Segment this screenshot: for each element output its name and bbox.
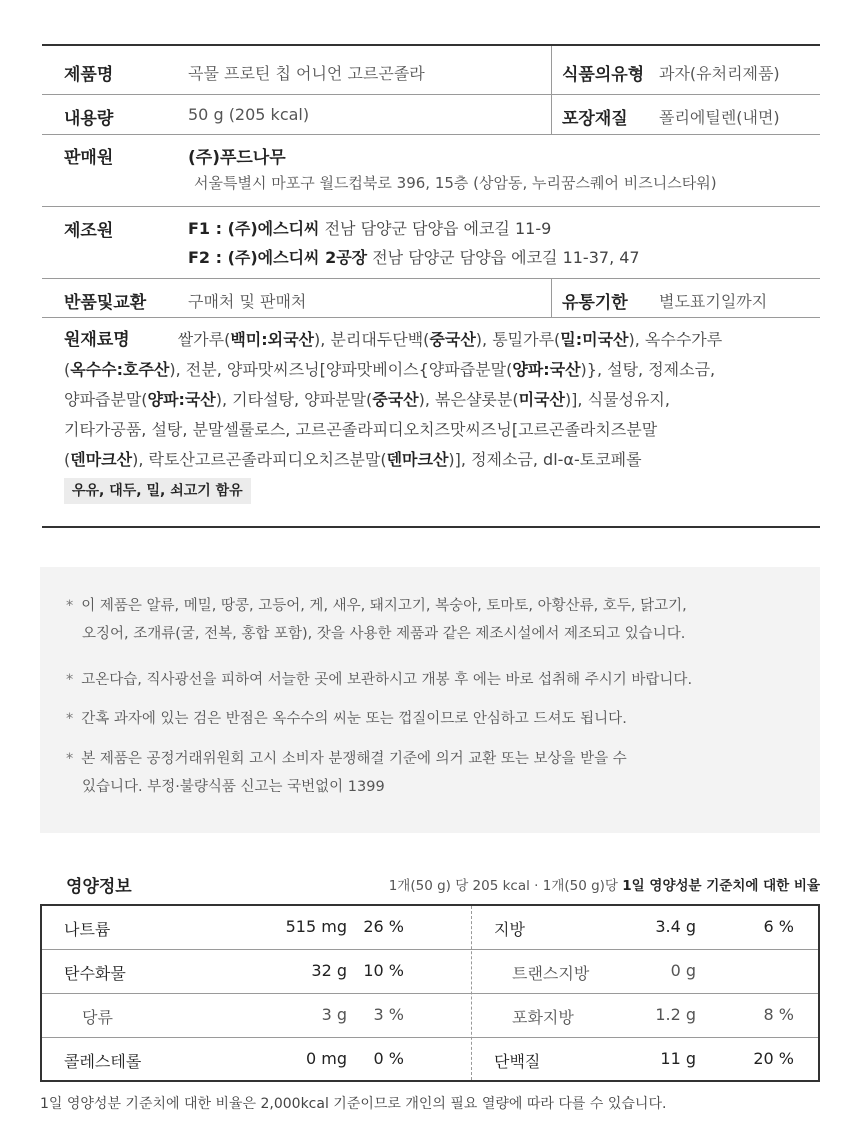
product-name-label: 제품명 — [64, 65, 114, 85]
notice-item — [66, 666, 692, 694]
nutrition-ratio-heading: 1일 영양성분 기준치에 대한 비율 — [622, 878, 820, 894]
product-info-table — [42, 44, 820, 528]
nutrition-row — [42, 994, 818, 1038]
expiry-label: 유통기한 — [562, 293, 628, 313]
nutrition-serving: 1개(50 g) 당 205 kcal · 1개(50 g)당 — [388, 878, 623, 894]
notice-text: 고온다습, 직사광선을 피하여 서늘한 곳에 보관하시고 개봉 후 에는 바로 섭취해 주시기 바랍니다. — [81, 672, 693, 688]
notice-text: 오징어, 조개류(굴, 전복, 홍합 포함), 잣을 사용한 제품과 같은 제조시설에서 제조되고 있습니다. — [82, 626, 686, 642]
nutrient-percent: 6 % — [763, 917, 794, 936]
ingredient-origin: 중국산 — [429, 330, 476, 349]
nutrition-footnote: 1일 영양성분 기준치에 대한 비율은 2,000kcal 기준이므로 개인의 필요 열량에 따라 다를 수 있습니다. — [40, 1096, 667, 1112]
nutrient-name: 당류 — [82, 1008, 113, 1027]
allergy-badge: 우유, 대두, 밀, 쇠고기 함유 — [64, 478, 251, 504]
ingredient-text: )], 식물성유지, — [564, 390, 670, 409]
notice-text: 간혹 과자에 있는 검은 반점은 옥수수의 씨눈 또는 껍질이므로 안심하고 드셔도 됩니다. — [81, 711, 627, 727]
ingredient-origin: 중국산 — [372, 390, 419, 409]
nutrient-name: 나트륨 — [64, 920, 111, 939]
manufacturer-f1-address: 전남 담양군 담양읍 에코길 11-9 — [319, 219, 552, 238]
row-return — [42, 279, 820, 318]
nutrient-amount: 0 g — [670, 961, 696, 980]
nutrient-amount: 515 mg — [285, 917, 347, 936]
nutrient-amount: 3 g — [321, 1005, 347, 1024]
volume-label: 내용량 — [64, 109, 114, 129]
ingredient-origin: 옥수수:호주산 — [70, 360, 170, 379]
nutrient-amount: 11 g — [660, 1049, 696, 1068]
nutrient-name: 포화지방 — [512, 1008, 574, 1027]
nutrient-amount: 32 g — [311, 961, 347, 980]
row-manufacturer — [42, 207, 820, 279]
ingredient-text: )], 정제소금, dl-α-토코페롤 — [448, 450, 642, 469]
nutrient-name: 단백질 — [494, 1052, 541, 1071]
row-ingredients — [42, 318, 820, 526]
nutrient-percent: 10 % — [363, 961, 404, 980]
nutrient-name: 탄수화물 — [64, 964, 126, 983]
nutrition-row — [42, 906, 818, 950]
nutrient-name: 트랜스지방 — [512, 964, 590, 983]
notice-item — [66, 705, 627, 733]
ingredient-origin: 밀:미국산 — [560, 330, 629, 349]
ingredient-text: ), 락토산고르곤졸라피디오치즈분말( — [132, 450, 387, 469]
manufacturer-f2-address: 전남 담양군 담양읍 에코길 11-37, 47 — [367, 248, 640, 267]
packaging-value: 폴리에틸렌(내면) — [659, 108, 780, 127]
ingredient-text: ), 옥수수가루 — [628, 330, 723, 349]
nutrition-title: 영양정보 — [66, 877, 132, 897]
nutrient-percent: 20 % — [753, 1049, 794, 1068]
asterisk: * — [66, 598, 74, 614]
ingredients-line — [64, 445, 824, 475]
ingredient-text: ( — [64, 450, 71, 469]
manufacturer-f2 — [188, 245, 640, 268]
row-seller — [42, 135, 820, 207]
volume-value: 50 g (205 kcal) — [188, 105, 310, 124]
ingredient-origin: 양파:국산 — [147, 390, 216, 409]
packaging-label: 포장재질 — [562, 109, 628, 129]
asterisk: * — [66, 672, 74, 688]
column-divider — [551, 46, 552, 94]
row-volume — [42, 95, 820, 135]
ingredient-text: ), 기타설탕, 양파분말( — [215, 390, 373, 409]
seller-label: 판매원 — [64, 148, 114, 168]
ingredient-text: ), 분리대두단백( — [314, 330, 430, 349]
ingredient-origin: 미국산 — [518, 390, 565, 409]
nutrient-percent: 3 % — [373, 1005, 404, 1024]
food-type-value: 과자(유처리제품) — [659, 64, 780, 83]
ingredient-text: ), 볶은샬롯분( — [418, 390, 519, 409]
nutrient-name: 지방 — [494, 920, 525, 939]
manufacturer-f1-name: F1 : (주)에스디씨 — [188, 219, 320, 238]
food-type-label: 식품의유형 — [562, 65, 645, 85]
nutrient-percent: 26 % — [363, 917, 404, 936]
ingredient-text: ), 전분, 양파맛씨즈닝[양파맛베이스{양파즙분말( — [169, 360, 513, 379]
ingredients-line — [64, 325, 824, 355]
seller-name: (주)푸드나무 — [188, 148, 286, 168]
ingredients-line — [64, 415, 824, 445]
notice-text: 있습니다. 부정·불량식품 신고는 국번없이 1399 — [82, 779, 385, 795]
nutrition-table — [40, 904, 820, 1082]
nutrient-amount: 3.4 g — [655, 917, 696, 936]
manufacturer-label: 제조원 — [64, 221, 114, 241]
nutrient-percent: 8 % — [763, 1005, 794, 1024]
column-divider — [551, 279, 552, 317]
expiry-value: 별도표기일까지 — [659, 292, 768, 311]
manufacturer-f2-name: F2 : (주)에스디씨 2공장 — [188, 248, 368, 267]
seller-address: 서울특별시 마포구 월드컵북로 396, 15층 (상암동, 누리꿈스퀘어 비즈니스타워) — [194, 174, 717, 192]
ingredients-label: 원재료명 — [64, 330, 130, 350]
notice-text: 본 제품은 공정거래위원회 고시 소비자 분쟁해결 기준에 의거 교환 또는 보상을 받을 수 — [81, 751, 627, 767]
nutrient-amount: 0 mg — [305, 1049, 347, 1068]
nutrition-row — [42, 1038, 818, 1082]
return-label: 반품및교환 — [64, 293, 147, 313]
nutrient-percent: 0 % — [373, 1049, 404, 1068]
column-divider — [551, 95, 552, 134]
return-value: 구매처 및 판매처 — [188, 292, 307, 311]
notice-box — [40, 567, 820, 833]
nutrient-amount: 1.2 g — [655, 1005, 696, 1024]
manufacturer-f1 — [188, 216, 551, 239]
ingredient-text: ), 통밀가루( — [475, 330, 561, 349]
ingredient-origin: 양파:국산 — [512, 360, 581, 379]
nutrition-row — [42, 950, 818, 994]
product-name-value: 곡물 프로틴 칩 어니언 고르곤졸라 — [188, 64, 425, 83]
ingredient-origin: 덴마크산 — [70, 450, 133, 469]
ingredient-origin: 백미:외국산 — [230, 330, 315, 349]
ingredient-text: 기타가공품, 설탕, 분말셀룰로스, 고르곤졸라피디오치즈맛씨즈닝[고르곤졸라치즈분말 — [64, 420, 658, 439]
nutrition-subtitle — [389, 874, 820, 894]
notice-item — [66, 745, 627, 801]
ingredient-origin: 덴마크산 — [386, 450, 449, 469]
ingredient-text: 양파즙분말( — [64, 390, 148, 409]
ingredient-text: 쌀가루( — [177, 330, 231, 349]
ingredients-line — [64, 385, 824, 415]
nutrient-name: 콜레스테롤 — [64, 1052, 142, 1071]
ingredient-text: )}, 설탕, 정제소금, — [580, 360, 716, 379]
ingredients-text — [178, 330, 723, 349]
asterisk: * — [66, 711, 74, 727]
row-product-name — [42, 46, 820, 95]
ingredient-text: ( — [64, 360, 71, 379]
asterisk: * — [66, 751, 74, 767]
notice-item — [66, 592, 687, 648]
notice-text: 이 제품은 알류, 메밀, 땅콩, 고등어, 게, 새우, 돼지고기, 복숭아, 토마토, 아황산류, 호두, 닭고기, — [81, 598, 687, 614]
ingredients-block — [64, 325, 824, 505]
ingredients-line — [64, 355, 824, 385]
